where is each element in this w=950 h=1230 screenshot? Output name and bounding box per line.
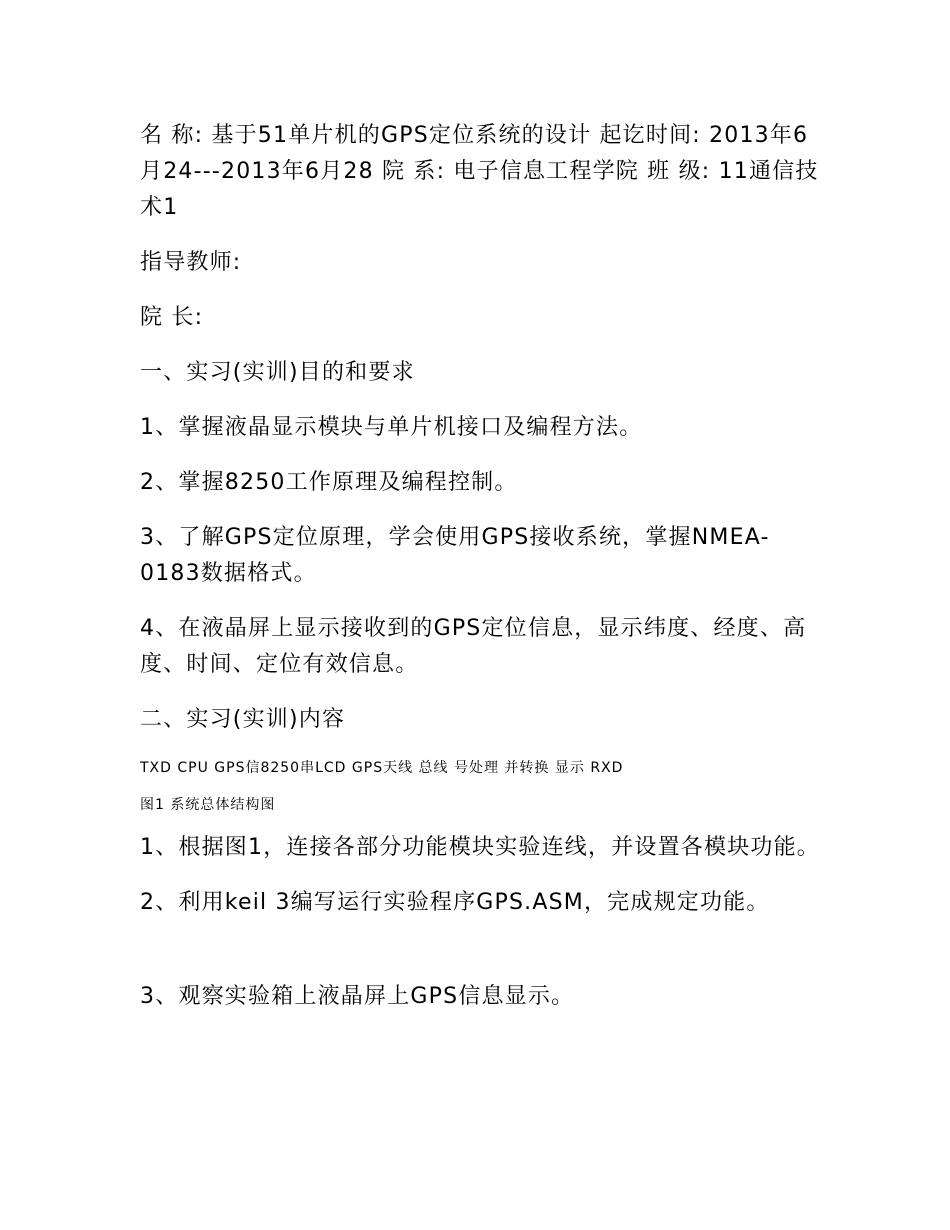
header-info-paragraph: 名 称: 基于51单片机的GPS定位系统的设计 起讫时间: 2013年6月24---2013年6月28 院 系: 电子信息工程学院 班 级: 11通信技术1 <box>140 123 819 220</box>
section-1-item-3: 3、了解GPS定位原理，学会使用GPS接收系统，掌握NMEA-0183数据格式。 <box>140 525 770 586</box>
section-1-title: 一、实习(实训)目的和要求 <box>140 360 415 385</box>
section-2-item-3: 3、观察实验箱上液晶屏上GPS信息显示。 <box>140 984 575 1009</box>
diagram-labels: TXD CPU GPS信8250串LCD GPS天线 总线 号处理 并转换 显示 RXD <box>140 760 624 776</box>
figure-caption: 图1 系统总体结构图 <box>140 797 276 813</box>
section-1-item-1: 1、掌握液晶显示模块与单片机接口及编程方法。 <box>140 415 643 440</box>
section-2-item-1: 1、根据图1，连接各部分功能模块实验连线，并设置各模块功能。 <box>140 835 820 860</box>
advisor-label: 指导教师: <box>140 250 242 275</box>
section-1-item-2: 2、掌握8250工作原理及编程控制。 <box>140 470 518 495</box>
document-body <box>140 118 830 1034</box>
section-1-item-4: 4、在液晶屏上显示接收到的GPS定位信息，显示纬度、经度、高度、时间、定位有效信息。 <box>140 616 807 677</box>
dean-label: 院 长: <box>140 305 204 330</box>
section-2-title: 二、实习(实训)内容 <box>140 707 346 732</box>
section-2-item-2: 2、利用keil 3编写运行实验程序GPS.ASM，完成规定功能。 <box>140 890 770 915</box>
